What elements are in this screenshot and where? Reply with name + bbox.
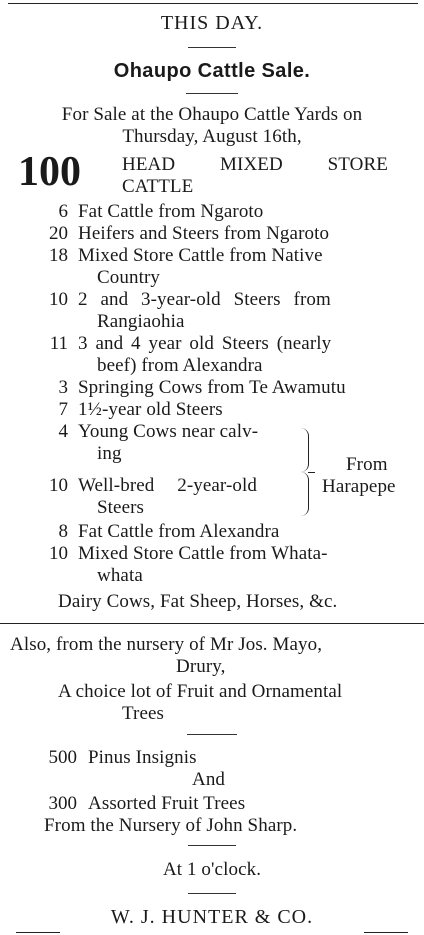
brace-upper [300,428,309,472]
headline-line-2: CATTLE [122,176,194,197]
lot-text: Springing Cows from Te Awamutu [78,377,346,398]
intro-line-1: For Sale at the Ohaupo Cattle Yards on [61,104,363,125]
also-line-3: A choice lot of Fruit and Ornamental [58,681,343,702]
lot-qty: 10 [49,475,68,496]
lot-text-cont: ing [97,443,122,464]
brace-label-line-2: Harapepe [322,476,396,497]
divider [186,93,238,94]
auctioneer: W. J. HUNTER & CO. [110,906,314,928]
lot-text: Fat Cattle from Ngaroto [78,201,264,222]
lot-text: Well-bred 2-year-old [78,475,257,496]
lot-text: Young Cows near calv- [78,421,259,442]
lot-text: 2 and 3-year-old Steers from [78,289,331,310]
brace-lower [300,472,309,516]
lot-text-cont: whata [97,565,143,586]
tree-text: Pinus Insignis [88,747,197,768]
lot-qty: 7 [58,399,68,420]
divider [188,47,236,48]
lot-qty: 18 [49,245,68,266]
lot-text: Mixed Store Cattle from Native [78,245,323,266]
tree-qty: 500 [48,747,77,768]
heading-this-day: THIS DAY. [160,12,264,34]
lot-qty: 10 [49,543,68,564]
divider [188,845,236,846]
tree-and: And [192,769,226,790]
tree-qty: 300 [48,793,77,814]
divider [187,734,237,735]
lot-text-cont: Steers [97,497,145,518]
lot-qty: 6 [58,201,68,222]
section-rule [0,623,424,624]
lot-qty: 20 [49,223,68,244]
lot-text-cont: Rangiaohia [97,311,185,332]
lot-qty: 11 [49,333,68,354]
bottom-rule-right [364,932,408,933]
divider [188,893,236,894]
lot-text-cont: Country [97,267,160,288]
brace-point [308,472,315,473]
sale-title: Ohaupo Cattle Sale. [113,60,311,82]
tree-source: From the Nursery of John Sharp. [44,815,298,836]
lot-qty: 4 [58,421,68,442]
lot-text: Heifers and Steers from Ngaroto [78,223,330,244]
misc-line: Dairy Cows, Fat Sheep, Horses, &c. [58,591,338,612]
lot-qty: 3 [58,377,68,398]
tree-text: Assorted Fruit Trees [88,793,246,814]
lot-text: 3 and 4 year old Steers (nearly [78,333,332,354]
bottom-rule-left [16,932,60,933]
also-line-4: Trees [122,703,165,724]
lot-text: Fat Cattle from Alexandra [78,521,280,542]
also-line-2: Drury, [176,656,226,677]
intro-line-2: Thursday, August 16th, [122,126,302,147]
headline-line-1: HEAD MIXED STORE [122,154,388,175]
sale-time: At 1 o'clock. [162,859,262,880]
also-line-1: Also, from the nursery of Mr Jos. Mayo, [10,634,323,655]
lot-qty: 10 [49,289,68,310]
top-rule [8,3,418,4]
headline-qty: 100 [18,149,81,195]
lot-text-cont: beef) from Alexandra [97,355,263,376]
lot-qty: 8 [58,521,68,542]
lot-text: Mixed Store Cattle from Whata- [78,543,328,564]
lot-text: 1½-year old Steers [78,399,223,420]
brace-label-line-1: From [346,454,388,475]
